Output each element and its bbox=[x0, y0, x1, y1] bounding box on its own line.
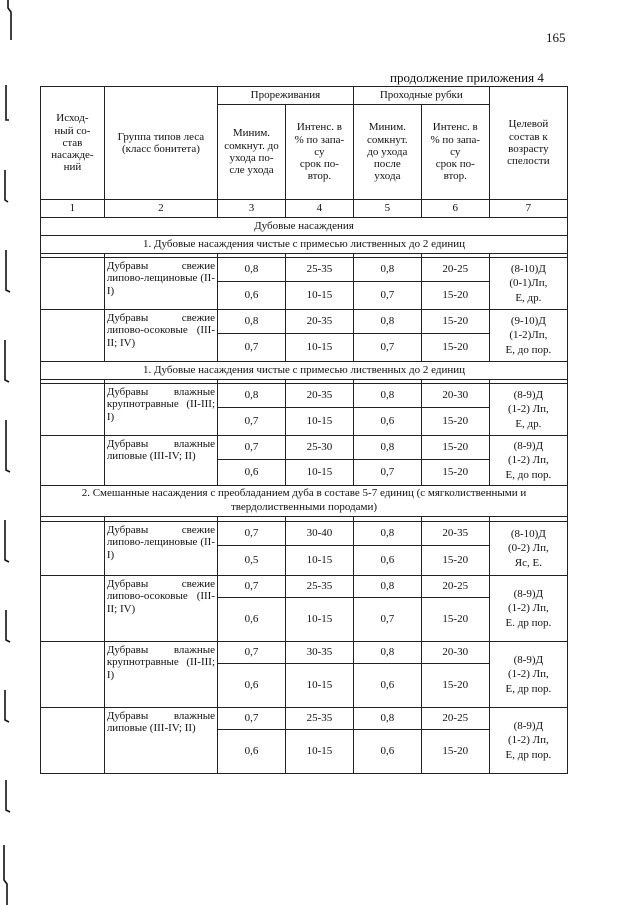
value-cell: 0,6 bbox=[218, 664, 286, 708]
subsection-title: 1. Дубовые насаждения чистые с примесью лиственных до 2 единиц bbox=[41, 236, 568, 254]
forest-group-cell: Дубравы свежие липово-осоковые (III-II; IV) bbox=[104, 310, 217, 362]
value-cell: 25-30 bbox=[285, 436, 353, 460]
target-composition-cell: (9-10)Д (1-2)Лп, Е, до пор. bbox=[489, 310, 567, 362]
col-number: 4 bbox=[285, 200, 353, 218]
value-cell: 20-25 bbox=[421, 576, 489, 598]
target-composition-cell: (8-9)Д (1-2) Лп, Е, др пор. bbox=[489, 642, 567, 708]
value-cell: 0,8 bbox=[353, 436, 421, 460]
value-cell: 0,6 bbox=[353, 664, 421, 708]
col-number: 3 bbox=[218, 200, 286, 218]
source-cell bbox=[41, 708, 105, 774]
value-cell: 0,5 bbox=[218, 546, 286, 576]
value-cell: 0,7 bbox=[218, 436, 286, 460]
value-cell: 0,7 bbox=[218, 522, 286, 546]
header-int-thinning: Интенс. в % по запа- су срок по- втор. bbox=[285, 105, 353, 200]
value-cell: 20-35 bbox=[285, 310, 353, 334]
value-cell: 15-20 bbox=[421, 460, 489, 486]
table-row bbox=[41, 576, 568, 598]
value-cell: 20-35 bbox=[421, 522, 489, 546]
value-cell: 25-35 bbox=[285, 258, 353, 282]
table-row bbox=[41, 436, 568, 460]
value-cell: 20-35 bbox=[285, 384, 353, 408]
header-passage: Проходные рубки bbox=[353, 87, 489, 105]
target-composition-cell: (8-10)Д (0-1)Лп, Е, др. bbox=[489, 258, 567, 310]
value-cell: 15-20 bbox=[421, 436, 489, 460]
value-cell: 0,7 bbox=[218, 642, 286, 664]
value-cell: 15-20 bbox=[421, 598, 489, 642]
value-cell: 20-30 bbox=[421, 384, 489, 408]
value-cell: 0,8 bbox=[218, 258, 286, 282]
continuation-label: продолжение приложения 4 bbox=[390, 70, 544, 85]
header-source: Исход- ный со- став насажде- ний bbox=[41, 87, 105, 200]
value-cell: 25-35 bbox=[285, 576, 353, 598]
table-row bbox=[41, 258, 568, 282]
value-cell: 15-20 bbox=[421, 664, 489, 708]
value-cell: 0,6 bbox=[353, 408, 421, 436]
page-number: 165 bbox=[546, 30, 566, 45]
value-cell: 0,6 bbox=[353, 546, 421, 576]
value-cell: 0,6 bbox=[353, 730, 421, 774]
target-composition-cell: (8-9)Д (1-2) Лп, Е, др пор. bbox=[489, 708, 567, 774]
value-cell: 15-20 bbox=[421, 730, 489, 774]
col-number: 1 bbox=[41, 200, 105, 218]
value-cell: 10-15 bbox=[285, 282, 353, 310]
value-cell: 0,6 bbox=[218, 598, 286, 642]
value-cell: 20-25 bbox=[421, 708, 489, 730]
source-cell bbox=[41, 576, 105, 642]
target-composition-cell: (8-10)Д (0-2) Лп, Яс, Е. bbox=[489, 522, 567, 576]
value-cell: 30-40 bbox=[285, 522, 353, 546]
table-row bbox=[41, 642, 568, 664]
value-cell: 0,8 bbox=[218, 384, 286, 408]
forest-group-cell: Дубравы влажные липовые (III-IV; II) bbox=[104, 708, 217, 774]
forest-group-cell: Дубравы свежие липово-лещиновые (II-I) bbox=[104, 522, 217, 576]
value-cell: 0,6 bbox=[218, 460, 286, 486]
col-number: 5 bbox=[353, 200, 421, 218]
value-cell: 20-30 bbox=[421, 642, 489, 664]
value-cell: 15-20 bbox=[421, 282, 489, 310]
source-cell bbox=[41, 310, 105, 362]
subsection-title: 1. Дубовые насаждения чистые с примесью лиственных до 2 единиц bbox=[41, 362, 568, 380]
source-cell bbox=[41, 642, 105, 708]
value-cell: 0,7 bbox=[218, 334, 286, 362]
header-group: Группа типов леса (класс бонитета) bbox=[104, 87, 217, 200]
value-cell: 30-35 bbox=[285, 642, 353, 664]
value-cell: 20-25 bbox=[421, 258, 489, 282]
subsection-title: 2. Смешанные насаждения с преобладанием дуба в составе 5-7 единиц (с мягколиственными и твердолиственными породами) bbox=[41, 486, 568, 517]
table-row bbox=[41, 522, 568, 546]
header-target: Целевой состав к возрасту спелости bbox=[489, 87, 567, 200]
forest-group-cell: Дубравы влажные крупнотравные (II-III; I) bbox=[104, 642, 217, 708]
value-cell: 0,8 bbox=[353, 522, 421, 546]
value-cell: 10-15 bbox=[285, 460, 353, 486]
binding-marks bbox=[0, 0, 22, 905]
forest-group-cell: Дубравы свежие липово-лещиновые (II-I) bbox=[104, 258, 217, 310]
source-cell bbox=[41, 522, 105, 576]
value-cell: 10-15 bbox=[285, 334, 353, 362]
value-cell: 15-20 bbox=[421, 546, 489, 576]
col-number: 7 bbox=[489, 200, 567, 218]
value-cell: 25-35 bbox=[285, 708, 353, 730]
header-min-thinning: Миним. сомкнут. до ухода по- сле ухода bbox=[218, 105, 286, 200]
value-cell: 0,7 bbox=[353, 460, 421, 486]
table-row bbox=[41, 384, 568, 408]
target-composition-cell: (8-9)Д (1-2) Лп, Е, др. bbox=[489, 384, 567, 436]
value-cell: 10-15 bbox=[285, 408, 353, 436]
value-cell: 0,7 bbox=[353, 282, 421, 310]
col-number: 2 bbox=[104, 200, 217, 218]
value-cell: 10-15 bbox=[285, 730, 353, 774]
source-cell bbox=[41, 436, 105, 486]
value-cell: 15-20 bbox=[421, 408, 489, 436]
value-cell: 0,7 bbox=[218, 708, 286, 730]
forest-care-table bbox=[40, 86, 568, 774]
header-thinning: Прореживания bbox=[218, 87, 354, 105]
target-composition-cell: (8-9)Д (1-2) Лп, Е, до пор. bbox=[489, 436, 567, 486]
value-cell: 0,8 bbox=[353, 576, 421, 598]
value-cell: 0,8 bbox=[353, 384, 421, 408]
value-cell: 0,8 bbox=[218, 310, 286, 334]
value-cell: 0,7 bbox=[353, 598, 421, 642]
forest-group-cell: Дубравы влажные крупнотравные (II-III; I) bbox=[104, 384, 217, 436]
value-cell: 0,7 bbox=[218, 408, 286, 436]
value-cell: 0,6 bbox=[218, 730, 286, 774]
value-cell: 0,7 bbox=[218, 576, 286, 598]
value-cell: 10-15 bbox=[285, 664, 353, 708]
source-cell bbox=[41, 384, 105, 436]
table-row bbox=[41, 708, 568, 730]
value-cell: 15-20 bbox=[421, 310, 489, 334]
value-cell: 0,8 bbox=[353, 642, 421, 664]
source-cell bbox=[41, 258, 105, 310]
header-min-passage: Миним. сомкнут. до ухода после ухода bbox=[353, 105, 421, 200]
value-cell: 0,7 bbox=[353, 334, 421, 362]
value-cell: 0,8 bbox=[353, 310, 421, 334]
forest-group-cell: Дубравы свежие липово-осоковые (III-II; IV) bbox=[104, 576, 217, 642]
value-cell: 10-15 bbox=[285, 598, 353, 642]
col-number: 6 bbox=[421, 200, 489, 218]
forest-group-cell: Дубравы влажные липовые (III-IV; II) bbox=[104, 436, 217, 486]
value-cell: 0,8 bbox=[353, 708, 421, 730]
value-cell: 10-15 bbox=[285, 546, 353, 576]
table-row bbox=[41, 310, 568, 334]
value-cell: 0,6 bbox=[218, 282, 286, 310]
target-composition-cell: (8-9)Д (1-2) Лп, Е. др пор. bbox=[489, 576, 567, 642]
value-cell: 15-20 bbox=[421, 334, 489, 362]
section-title: Дубовые насаждения bbox=[41, 218, 568, 236]
header-int-passage: Интенс. в % по запа- су срок по- втор. bbox=[421, 105, 489, 200]
value-cell: 0,8 bbox=[353, 258, 421, 282]
